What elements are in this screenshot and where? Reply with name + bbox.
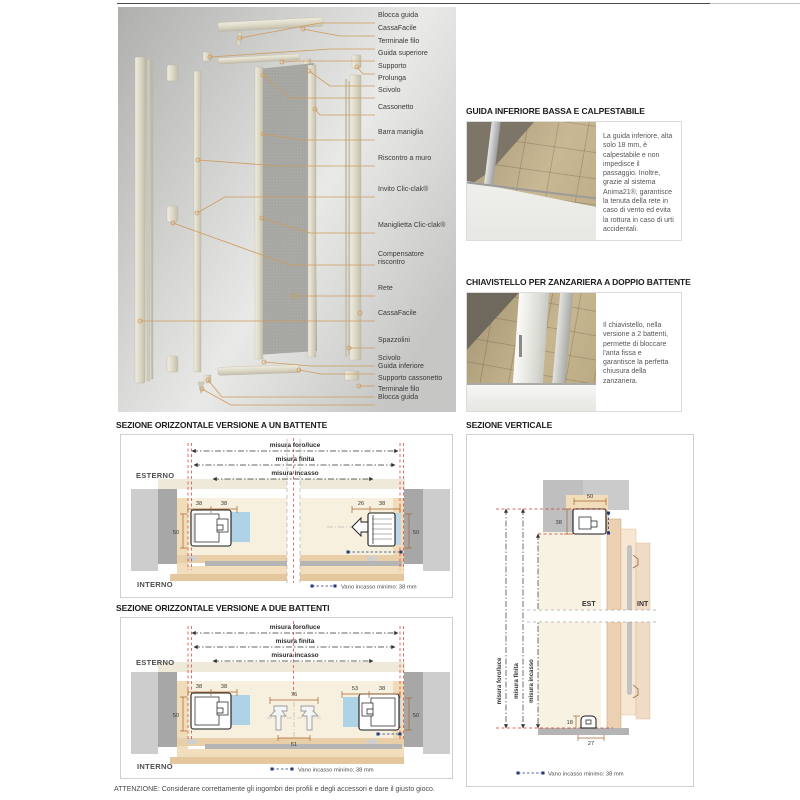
dimB-right1: 53 (351, 686, 359, 692)
esterno-label: ESTERNO (136, 471, 175, 480)
sectionV-box (466, 434, 694, 787)
sectionB-box (120, 617, 453, 779)
part-label-cassonetto: Cassonetto (378, 104, 414, 111)
top-rule-light (710, 3, 800, 4)
part-label-blocca-guida-top: Blocca guida (378, 12, 419, 19)
left-profile (191, 510, 250, 546)
section-break (527, 610, 657, 622)
dimB-center-top: 76 (290, 692, 298, 698)
dimB-right2: 38 (378, 686, 386, 692)
part-label-invito-clic-clak: Invito Clic-clak® (378, 186, 429, 193)
legend-text: Vano incasso minimo: 38 mm (341, 584, 417, 591)
legend-text: Vano incasso minimo: 38 mm (298, 767, 374, 774)
dimB-right-h: 50 (412, 713, 420, 719)
white-sill (467, 383, 596, 411)
part-label-terminale-filo-top: Terminale filo (378, 38, 420, 45)
legend-text: Vano incasso minimo: 38 mm (548, 771, 624, 778)
footer-warning: ATTENZIONE: Considerare correttamente gli ingombri dei profili e degli accessori e dare il giusto gioco. (114, 786, 435, 793)
bottom-guide-profile (581, 716, 596, 728)
dimA-left1: 38 (195, 501, 203, 507)
dimB-center-bottom: 51 (290, 742, 298, 748)
sectionB-title: SEZIONE ORIZZONTALE VERSIONE A DUE BATTENTI (116, 603, 330, 613)
left-profile (191, 693, 250, 729)
info1-title: GUIDA INFERIORE BASSA E CALPESTABILE (466, 106, 645, 116)
sectionV-drawing (467, 435, 693, 786)
part-label-maniglietta: Maniglietta Clic-clak® (378, 222, 446, 229)
measure-label-foro: misura foro/luce (497, 657, 503, 705)
part-label-blocca-guida-bot: Blocca guida (378, 394, 419, 401)
part-label-cassafacile-bottom: CassaFacile (378, 310, 417, 317)
dimB-left-h: 50 (172, 713, 180, 719)
sectionA-box (120, 434, 453, 598)
measure-label-finita: misura finita (275, 638, 315, 645)
dimA-right2: 38 (378, 501, 386, 507)
part-label-spazzolini: Spazzolini (378, 337, 410, 344)
part-label-barra-maniglia: Barra maniglia (378, 129, 424, 136)
info1-box (466, 121, 682, 241)
measure-label-incasso: misura incasso (529, 659, 535, 703)
part-label-cassafacile-top: CassaFacile (378, 25, 417, 32)
dimV-top-w: 50 (586, 494, 594, 500)
top-rule (117, 3, 710, 4)
latch (519, 335, 522, 357)
dimA-left2: 38 (220, 501, 228, 507)
measure-label-foro: misura foro/luce (269, 442, 321, 449)
part-label-scivolo-bottom: Scivolo (378, 355, 401, 362)
info2-box (466, 292, 682, 412)
dimA-right-h: 50 (412, 530, 420, 536)
interno-label: INTERNO (137, 762, 173, 771)
info2-body: Il chiavistello, nella versione a 2 battenti, permette di bloccare l'anta fissa e garantisce la perfetta chiusura della zanzariera. (603, 322, 669, 385)
dimB-left2: 38 (220, 684, 228, 690)
right-profile (343, 694, 401, 730)
part-label-guida-superiore: Guida superiore (378, 50, 428, 57)
top-guide-profile (573, 509, 606, 534)
esterno-label: ESTERNO (136, 658, 175, 667)
interno-label: INTERNO (137, 580, 173, 589)
part-label-supporto-cassonetto: Supporto cassonetto (378, 375, 443, 382)
measure-label-foro: misura foro/luce (269, 624, 321, 631)
dimA-right1: 26 (357, 501, 365, 507)
sectionV-title: SEZIONE VERTICALE (466, 420, 553, 430)
measure-label-incasso: misura incasso (271, 470, 319, 477)
part-label-compensatore: Compensatore riscontro (378, 251, 424, 266)
est-label: EST (582, 601, 596, 608)
sectionA-drawing (121, 435, 452, 597)
dimA-left-h: 50 (172, 530, 180, 536)
part-label-prolunga: Prolunga (378, 75, 407, 82)
info1-photo (467, 122, 596, 240)
legend (311, 585, 417, 591)
info2-title: CHIAVISTELLO PER ZANZARIERA A DOPPIO BATTENTE (466, 277, 691, 287)
measure-label-finita: misura finita (514, 663, 520, 699)
measure-label-incasso: misura incasso (271, 652, 319, 659)
info2-photo (467, 293, 596, 411)
dimV-bot-h: 18 (566, 720, 573, 726)
part-label-riscontro-a-muro: Riscontro a muro (378, 155, 432, 162)
sectionA-title: SEZIONE ORIZZONTALE VERSIONE A UN BATTENTE (116, 420, 328, 430)
dimV-bot-w: 27 (587, 741, 595, 747)
dimB-left1: 38 (195, 684, 203, 690)
part-label-guida-inferiore: Guida inferiore (378, 363, 424, 370)
dimV-top-h: 38 (555, 520, 562, 526)
legend (517, 772, 624, 778)
part-label-supporto: Supporto (378, 63, 407, 70)
info1-body: La guida inferiore, alta solo 18 mm, è calpestabile e non impedisce il passaggio. Inoltre, grazie al sistema Anima21®, garantisce la tenuta della rete in caso di vento ed evita la rottura in caso di urti accidentali. (603, 133, 674, 233)
part-label-terminale-filo-bot: Terminale filo (378, 386, 420, 393)
part-label-rete: Rete (378, 285, 393, 292)
part-label-scivolo-top: Scivolo (378, 87, 401, 94)
measure-label-finita: misura finita (275, 456, 315, 463)
int-label: INT (637, 601, 649, 608)
sectionB-drawing (121, 618, 452, 778)
legend (271, 768, 374, 774)
